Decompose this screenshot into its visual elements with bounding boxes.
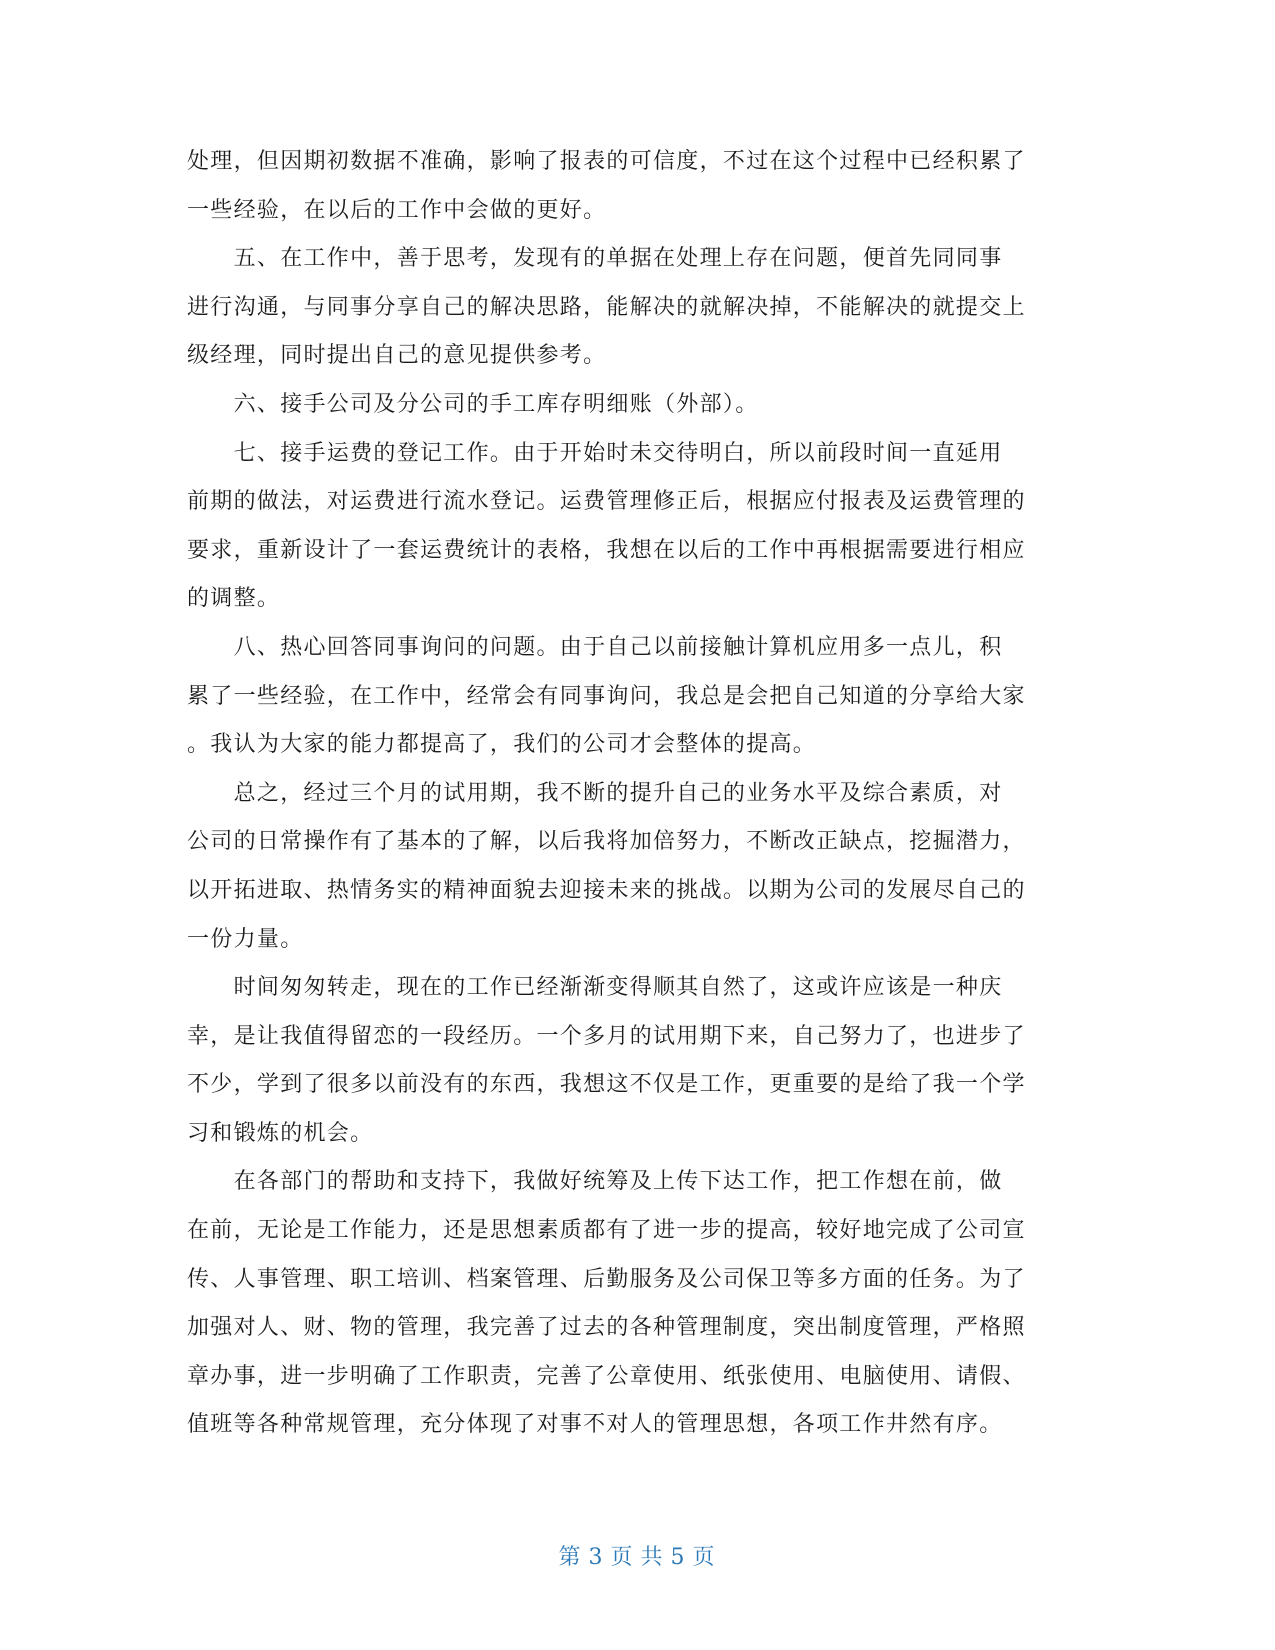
text-line: 五、在工作中，善于思考，发现有的单据在处理上存在问题，便首先同同事 [187, 246, 1003, 272]
text-line: 传、人事管理、职工培训、档案管理、后勤服务及公司保卫等多方面的任务。为了 [187, 1266, 1026, 1292]
text-line: 总之，经过三个月的试用期，我不断的提升自己的业务水平及综合素质，对 [187, 780, 1003, 806]
text-line: 八、热心回答同事询问的问题。由于自己以前接触计算机应用多一点儿，积 [187, 634, 1003, 660]
text-line: 公司的日常操作有了基本的了解，以后我将加倍努力，不断改正缺点，挖掘潜力， [187, 829, 1026, 855]
text-line: 幸，是让我值得留恋的一段经历。一个多月的试用期下来，自己努力了，也进步了 [187, 1023, 1026, 1049]
text-line: 要求，重新设计了一套运费统计的表格，我想在以后的工作中再根据需要进行相应 [187, 537, 1026, 563]
text-line: 习和锻炼的机会。 [187, 1120, 374, 1146]
total-pages-number: 5 [670, 1545, 687, 1570]
text-line: 。我认为大家的能力都提高了，我们的公司才会整体的提高。 [187, 732, 817, 758]
text-line: 章办事，进一步明确了工作职责，完善了公章使用、纸张使用、电脑使用、请假、 [187, 1363, 1026, 1389]
text-line: 累了一些经验，在工作中，经常会有同事询问，我总是会把自己知道的分享给大家 [187, 683, 1026, 709]
text-line: 一些经验，在以后的工作中会做的更好。 [187, 197, 607, 223]
text-line: 六、接手公司及分公司的手工库存明细账（外部）。 [187, 391, 759, 417]
text-line: 进行沟通，与同事分享自己的解决思路，能解决的就解决掉，不能解决的就提交上 [187, 294, 1026, 320]
current-page-number: 3 [588, 1545, 605, 1570]
text-line: 级经理，同时提出自己的意见提供参考。 [187, 343, 607, 369]
text-line: 时间匆匆转走，现在的工作已经渐渐变得顺其自然了，这或许应该是一种庆 [187, 975, 1003, 1001]
text-line: 前期的做法，对运费进行流水登记。运费管理修正后，根据应付报表及运费管理的 [187, 489, 1026, 515]
document-body [187, 138, 1087, 1450]
text-line: 值班等各种常规管理，充分体现了对事不对人的管理思想，各项工作井然有序。 [187, 1412, 1003, 1438]
text-line: 在前，无论是工作能力，还是思想素质都有了进一步的提高，较好地完成了公司宣 [187, 1218, 1026, 1244]
page-label-prefix: 第 [558, 1545, 583, 1570]
text-line: 不少，学到了很多以前没有的东西，我想这不仅是工作，更重要的是给了我一个学 [187, 1072, 1026, 1098]
page-number-footer [0, 1540, 1275, 1571]
text-line: 的调整。 [187, 586, 281, 612]
page-label-suffix: 页 [692, 1545, 717, 1570]
text-line: 以开拓进取、热情务实的精神面貌去迎接未来的挑战。以期为公司的发展尽自己的 [187, 877, 1026, 903]
text-line: 处理，但因期初数据不准确，影响了报表的可信度，不过在这个过程中已经积累了 [187, 149, 1026, 174]
text-line: 一份力量。 [187, 926, 304, 952]
text-line: 加强对人、财、物的管理，我完善了过去的各种管理制度，突出制度管理，严格照 [187, 1315, 1026, 1341]
total-label-prefix: 共 [640, 1545, 665, 1570]
page-label-mid: 页 [610, 1545, 635, 1570]
text-line: 在各部门的帮助和支持下，我做好统筹及上传下达工作，把工作想在前，做 [187, 1169, 1003, 1195]
text-line: 七、接手运费的登记工作。由于开始时未交待明白，所以前段时间一直延用 [187, 440, 1003, 466]
